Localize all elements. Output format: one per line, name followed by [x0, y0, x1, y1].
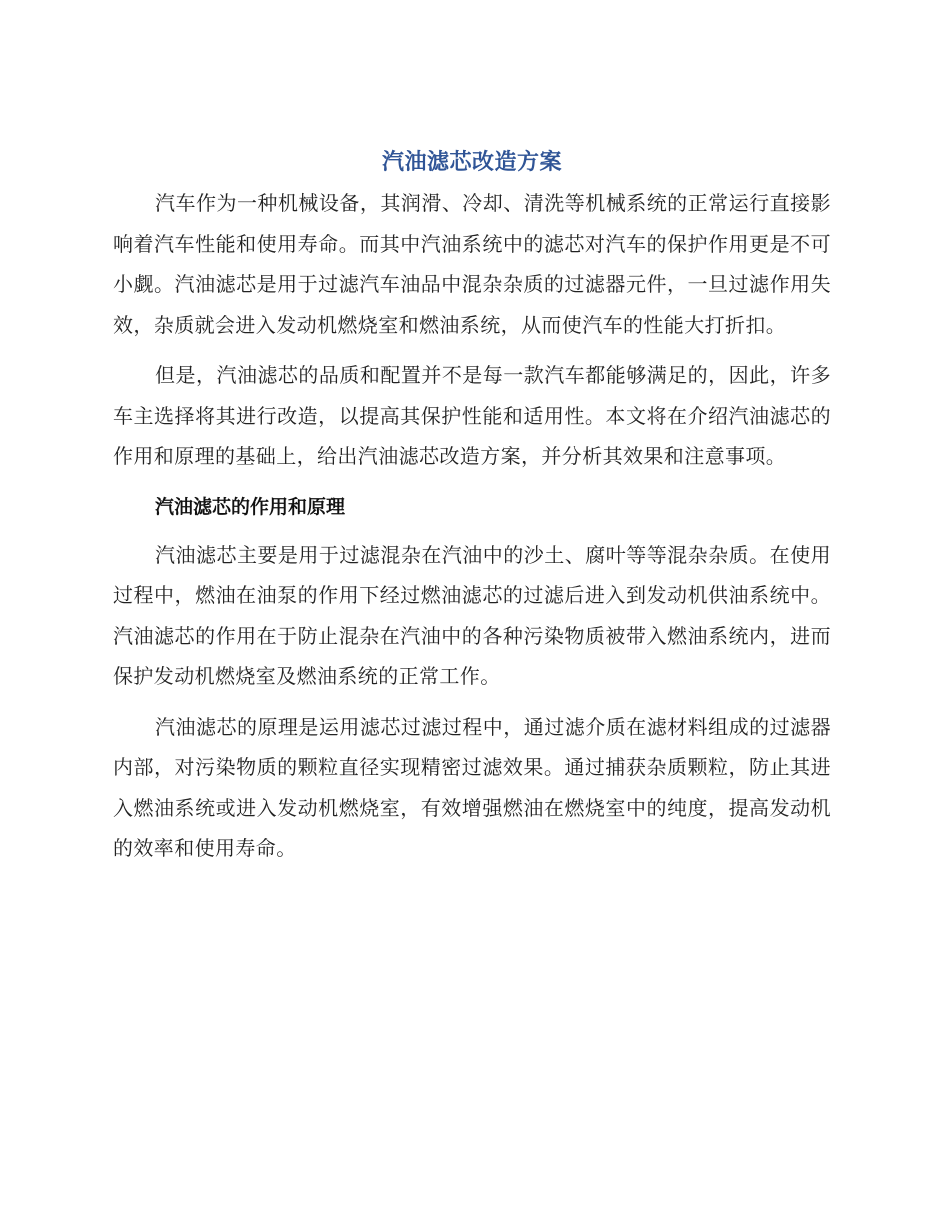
section-paragraph-1: 汽油滤芯主要是用于过滤混杂在汽油中的沙土、腐叶等等混杂杂质。在使用过程中，燃油在油泵的作用下经过燃油滤芯的过滤后进入到发动机供油系统中。汽油滤芯的作用在于防止混杂在汽油中的各种污染物质被带入燃油系统内，进而保护发动机燃烧室及燃油系统的正常工作。 [113, 542, 831, 688]
intro-paragraph-2: 但是，汽油滤芯的品质和配置并不是每一款汽车都能够满足的，因此，许多车主选择将其进行改造，以提高其保护性能和适用性。本文将在介绍汽油滤芯的作用和原理的基础上，给出汽油滤芯改造方案，并分析其效果和注意事项。 [113, 363, 831, 468]
intro-paragraph-1: 汽车作为一种机械设备，其润滑、冷却、清洗等机械系统的正常运行直接影响着汽车性能和使用寿命。而其中汽油系统中的滤芯对汽车的保护作用更是不可小觑。汽油滤芯是用于过滤汽车油品中混杂杂质的过滤器元件，一旦过滤作用失效，杂质就会进入发动机燃烧室和燃油系统，从而使汽车的性能大打折扣。 [113, 191, 831, 337]
document-body [113, 143, 831, 869]
section-paragraph-2: 汽油滤芯的原理是运用滤芯过滤过程中，通过滤介质在滤材料组成的过滤器内部，对污染物质的颗粒直径实现精密过滤效果。通过捕获杂质颗粒，防止其进入燃油系统或进入发动机燃烧室，有效增强燃油在燃烧室中的纯度，提高发动机的效率和使用寿命。 [113, 714, 831, 860]
section-heading: 汽油滤芯的作用和原理 [155, 495, 346, 518]
document-title: 汽油滤芯改造方案 [381, 150, 562, 175]
